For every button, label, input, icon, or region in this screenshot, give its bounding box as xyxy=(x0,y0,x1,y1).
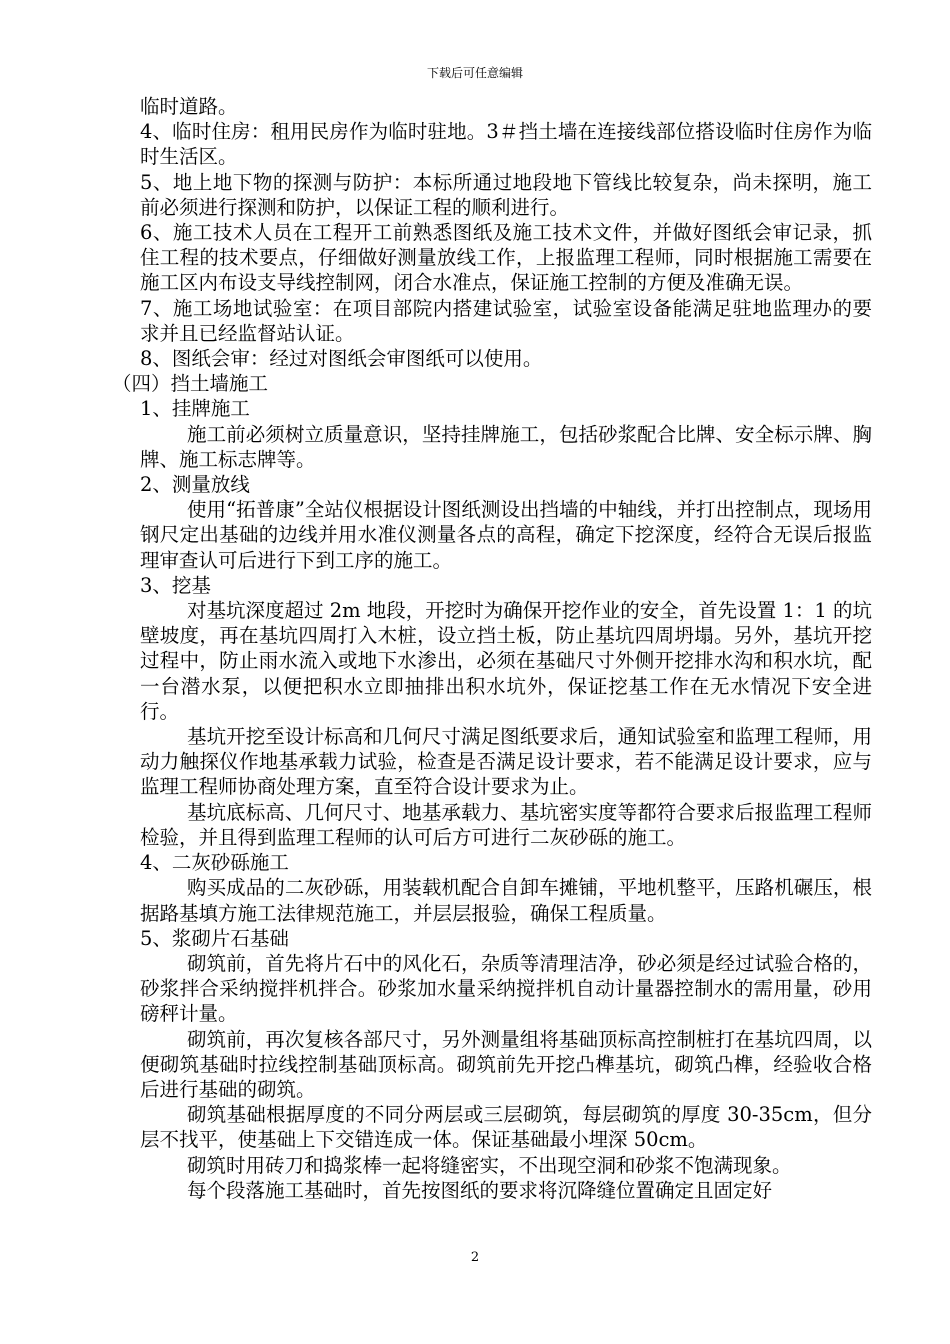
page-header-note: 下载后可任意编辑 xyxy=(426,66,523,80)
paragraph: 购买成品的二灰砂砾，用装载机配合自卸车摊铺，平地机整平，压路机碾压，根据路基填方施工法律规范施工，并层层报验，确保工程质量。 xyxy=(140,876,872,925)
subsection-heading: 3、挖基 xyxy=(140,573,211,597)
paragraph: 临时道路。 xyxy=(140,95,238,118)
subsection-heading: 5、浆砌片石基础 xyxy=(140,926,289,950)
section-heading: （四）挡土墙施工 xyxy=(112,372,269,396)
list-item: 4、临时住房：租用民房作为临时驻地。3＃挡土墙在连接线部位搭设临时住房作为临时生活区。 xyxy=(140,120,872,169)
paragraph: 基坑开挖至设计标高和几何尺寸满足图纸要求后，通知试验室和监理工程师，用动力触探仪作地基承载力试验，检查是否满足设计要求，若不能满足设计要求，应与监理工程师协商处理方案，直至符合设计要求为止。 xyxy=(140,725,872,799)
document-body xyxy=(112,94,873,1203)
page-number: 2 xyxy=(470,1250,480,1265)
list-item: 5、地上地下物的探测与防护：本标所通过地段地下管线比较复杂，尚未探明，施工前必须进行探测和防护，以保证工程的顺利进行。 xyxy=(140,170,872,219)
list-item: 8、图纸会审：经过对图纸会审图纸可以使用。 xyxy=(140,347,543,371)
paragraph: 对基坑深度超过 2m 地段，开挖时为确保开挖作业的安全，首先设置 1：1 的坑壁坡度，再在基坑四周打入木桩，设立挡土板，防止基坑四周坍塌。另外，基坑开挖过程中，防止雨水流入或地下水渗出，必须在基础尺寸外侧开挖排水沟和积水坑，配一台潜水泵，以便把积水立即抽排出积水坑外，保证挖基工作在无水情况下安全进行。 xyxy=(140,599,873,723)
paragraph: 使用“拓普康”全站仪根据设计图纸测设出挡墙的中轴线，并打出控制点，现场用钢尺定出基础的边线并用水准仪测量各点的高程，确定下挖深度，经符合无误后报监理审查认可后进行下到工序的施工。 xyxy=(140,498,872,572)
paragraph: 砌筑前，首先将片石中的风化石，杂质等清理洁净，砂必须是经过试验合格的，砂浆拌合采纳搅拌机拌合。砂浆加水量采纳搅拌机自动计量器控制水的需用量，砂用磅秤计量。 xyxy=(140,951,872,1026)
paragraph: 砌筑时用砖刀和捣浆棒一起将缝密实，不出现空洞和砂浆不饱满现象。 xyxy=(187,1153,792,1177)
paragraph: 每个段落施工基础时，首先按图纸的要求将沉降缝位置确定且固定好 xyxy=(187,1178,773,1202)
subsection-heading: 2、测量放线 xyxy=(140,473,250,497)
paragraph: 砌筑基础根据厚度的不同分两层或三层砌筑，每层砌筑的厚度 30-35cm，但分层不找平，使基础上下交错连成一体。保证基础最小埋深 50cm。 xyxy=(140,1103,872,1152)
paragraph: 砌筑前，再次复核各部尺寸，另外测量组将基础顶标高控制桩打在基坑四周，以便砌筑基础时拉线控制基础顶标高。砌筑前先开挖凸榫基坑，砌筑凸榫，经验收合格后进行基础的砌筑。 xyxy=(140,1027,872,1101)
list-item: 7、施工场地试验室：在项目部院内搭建试验室，试验室设备能满足驻地监理办的要求并且已经监督站认证。 xyxy=(140,296,872,345)
subsection-heading: 4、二灰砂砾施工 xyxy=(140,851,289,875)
paragraph: 基坑底标高、几何尺寸、地基承载力、基坑密实度等都符合要求后报监理工程师检验，并且得到监理工程师的认可后方可进行二灰砂砾的施工。 xyxy=(140,800,872,849)
list-item: 6、施工技术人员在工程开工前熟悉图纸及施工技术文件，并做好图纸会审记录，抓住工程的技术要点，仔细做好测量放线工作，上报监理工程师，同时根据施工需要在施工区内布设支导线控制网，闭合水准点，保证施工控制的方便及准确无误。 xyxy=(140,221,872,295)
paragraph: 施工前必须树立质量意识，坚持挂牌施工，包括砂浆配合比牌、安全标示牌、胸牌、施工标志牌等。 xyxy=(140,422,872,471)
subsection-heading: 1、挂牌施工 xyxy=(140,397,250,421)
